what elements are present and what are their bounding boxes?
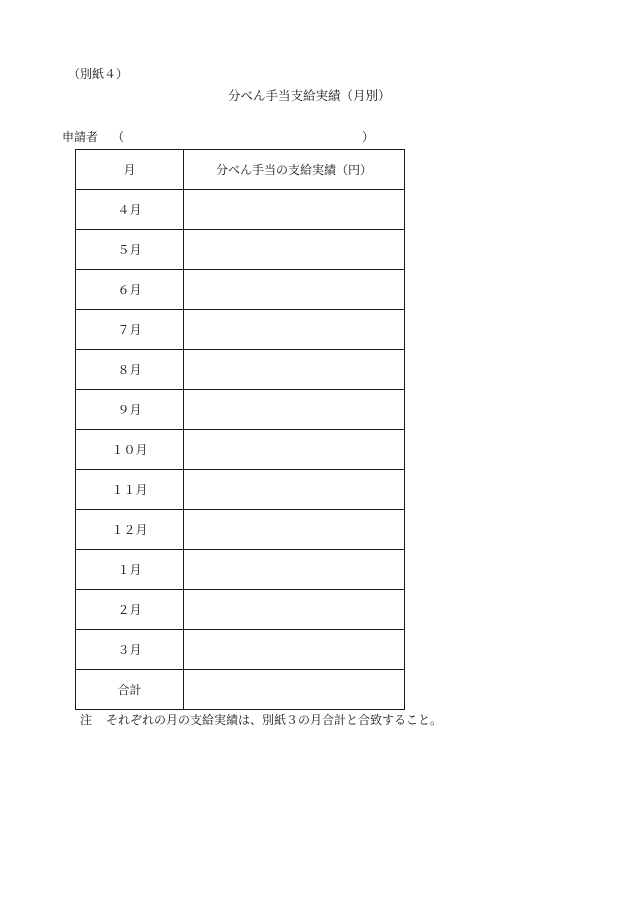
- amount-cell[interactable]: [184, 590, 405, 630]
- month-label: １１月: [111, 483, 148, 497]
- month-cell: [76, 430, 184, 470]
- table-row: [76, 350, 405, 390]
- month-label: ３月: [117, 643, 142, 657]
- total-amount-cell[interactable]: [184, 670, 405, 710]
- month-label: ２月: [117, 603, 142, 617]
- month-label: ４月: [117, 203, 142, 217]
- table-row: [76, 470, 405, 510]
- table-row: [76, 550, 405, 590]
- month-label: ８月: [117, 363, 142, 377]
- total-label-cell: [76, 670, 184, 710]
- month-column-header: 月: [76, 150, 184, 190]
- attachment-label: （別紙４）: [68, 67, 129, 81]
- month-label: １月: [117, 563, 142, 577]
- table-header-row: [76, 150, 405, 190]
- amount-cell[interactable]: [184, 510, 405, 550]
- month-cell: [76, 630, 184, 670]
- table-row: [76, 190, 405, 230]
- month-label: ９月: [117, 403, 142, 417]
- amount-cell[interactable]: [184, 550, 405, 590]
- month-label: ５月: [117, 243, 142, 257]
- month-cell: [76, 350, 184, 390]
- month-label: １２月: [111, 523, 148, 537]
- total-label: 合計: [117, 683, 142, 697]
- applicant-open-paren: （: [112, 130, 125, 144]
- footnote-text: それぞれの月の支給実績は、別紙３の月合計と合致すること。: [106, 713, 443, 727]
- month-label: １０月: [111, 443, 148, 457]
- table-row: [76, 510, 405, 550]
- amount-cell[interactable]: [184, 630, 405, 670]
- table-row: [76, 230, 405, 270]
- table-row: [76, 390, 405, 430]
- table-row: [76, 590, 405, 630]
- month-cell: [76, 190, 184, 230]
- table-total-row: [76, 670, 405, 710]
- table-row: [76, 430, 405, 470]
- month-cell: [76, 590, 184, 630]
- footnote: [80, 712, 442, 728]
- amount-cell[interactable]: [184, 470, 405, 510]
- month-cell: [76, 550, 184, 590]
- table-row: [76, 270, 405, 310]
- month-cell: [76, 470, 184, 510]
- amount-cell[interactable]: [184, 430, 405, 470]
- table-row: [76, 310, 405, 350]
- payment-record-table: [75, 149, 405, 710]
- table-row: [76, 630, 405, 670]
- applicant-close-paren: ）: [362, 130, 375, 144]
- month-cell: [76, 390, 184, 430]
- amount-cell[interactable]: [184, 390, 405, 430]
- amount-cell[interactable]: [184, 230, 405, 270]
- amount-cell[interactable]: [184, 350, 405, 390]
- month-label: ６月: [117, 283, 142, 297]
- amount-cell[interactable]: [184, 190, 405, 230]
- month-cell: [76, 270, 184, 310]
- footnote-mark: 注: [80, 713, 93, 727]
- month-cell: [76, 510, 184, 550]
- month-label: ７月: [117, 323, 142, 337]
- amount-cell[interactable]: [184, 270, 405, 310]
- month-cell: [76, 310, 184, 350]
- amount-column-header: 分べん手当の支給実績（円）: [184, 150, 405, 190]
- month-cell: [76, 230, 184, 270]
- applicant-row: [62, 129, 375, 145]
- document-title: 分べん手当支給実績（月別）: [228, 88, 391, 103]
- applicant-label: 申請者: [62, 130, 99, 144]
- amount-cell[interactable]: [184, 310, 405, 350]
